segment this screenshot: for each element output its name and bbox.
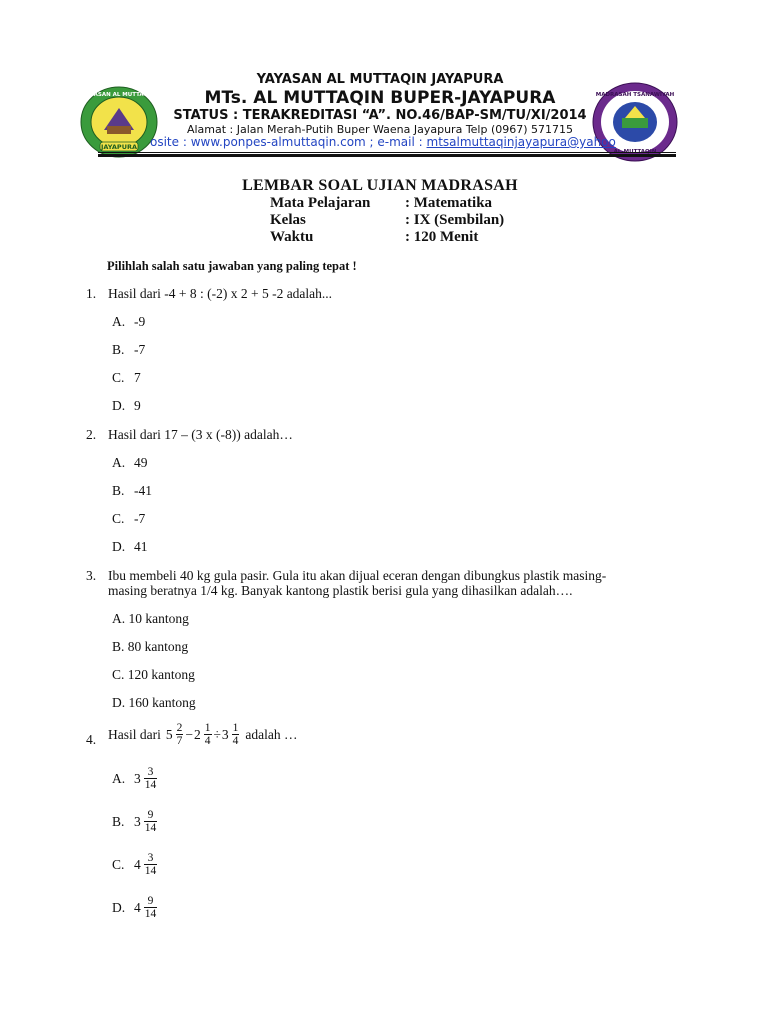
answer-option: A. 49 — [112, 455, 148, 470]
svg-text:MADRASAH TSANAWIYAH: MADRASAH TSANAWIYAH — [595, 92, 675, 98]
answer-option: B. -41 — [112, 483, 152, 498]
header-divider-thin — [98, 152, 676, 153]
answer-option: B. 80 kantong — [112, 639, 189, 654]
email-link[interactable]: mtsalmuttaqinjayapura@yahoo — [426, 135, 616, 149]
answer-option: B. 3 $\frac{9}{14}$ — [112, 809, 157, 834]
yayasan-logo — [80, 86, 158, 158]
answer-option: C. 120 kantong — [112, 667, 195, 682]
website-text: osite : www.ponpes-almuttaqin.com ; e-mail : — [150, 135, 427, 149]
meta-label-time: Waktu — [270, 229, 314, 245]
meta-value-time: : 120 Menit — [405, 229, 479, 245]
answer-option: D. 4 $\frac{9}{14}$ — [112, 895, 157, 920]
answer-option: C. 7 — [112, 370, 141, 385]
answer-option: D. 41 — [112, 539, 148, 554]
answer-option: B. -7 — [112, 342, 146, 357]
question-text-expression: Hasil dari 5 $\frac{2}{7}$ − 2 $\frac{1}{4}$ ÷ 3 $\frac{1}{4}$ adalah … — [108, 722, 298, 747]
meta-label-class: Kelas — [270, 212, 306, 228]
answer-option: A. 3 $\frac{3}{14}$ — [112, 766, 157, 791]
website-email-line — [150, 135, 616, 149]
mixed-fraction: 3 $\frac{1}{4}$ — [221, 722, 239, 747]
question-text: Hasil dari 17 – (3 x (-8)) adalah… — [108, 427, 293, 442]
answer-option: C. 4 $\frac{3}{14}$ — [112, 852, 157, 877]
question-number: 2. — [86, 427, 97, 442]
foundation-name: YAYASAN AL MUTTAQIN JAYAPURA — [256, 72, 504, 87]
school-name: MTs. AL MUTTAQIN BUPER-JAYAPURA — [204, 88, 556, 108]
svg-text:JAYAPURA: JAYAPURA — [100, 143, 138, 151]
meta-value-class: : IX (Sembilan) — [405, 212, 505, 228]
mixed-fraction: 2 $\frac{1}{4}$ — [194, 722, 211, 747]
header-divider-thick — [98, 154, 676, 157]
question-text-line1: Ibu membeli 40 kg gula pasir. Gula itu akan dijual eceran dengan dibungkus plastik masing- — [108, 568, 607, 583]
mixed-fraction: 5 $\frac{2}{7}$ — [165, 722, 183, 747]
question-number: 3. — [86, 568, 97, 583]
answer-option: D. 9 — [112, 398, 141, 413]
meta-label-subject: Mata Pelajaran — [270, 195, 371, 211]
answer-option: C. -7 — [112, 511, 146, 526]
meta-value-subject: : Matematika — [405, 195, 493, 211]
answer-option: A. -9 — [112, 314, 146, 329]
question-text-line2: masing beratnya 1/4 kg. Banyak kantong plastik berisi gula yang dihasilkan adalah…. — [108, 583, 573, 598]
answer-option: D. 160 kantong — [112, 695, 196, 710]
exam-title: LEMBAR SOAL UJIAN MADRASAH — [242, 177, 518, 194]
answer-option: A. 10 kantong — [112, 611, 189, 626]
school-address: Alamat : Jalan Merah-Putih Buper Waena Jayapura Telp (0967) 571715 — [186, 123, 574, 136]
question-text: Hasil dari -4 + 8 : (-2) x 2 + 5 -2 adalah... — [108, 286, 333, 301]
question-number: 1. — [86, 286, 97, 301]
instruction: Pilihlah salah satu jawaban yang paling tepat ! — [107, 259, 357, 273]
accreditation-status: STATUS : TERAKREDITASI “A”. NO.46/BAP-SM/TU/XI/2014 — [173, 108, 587, 123]
svg-text:YAYASAN AL MUTTAQIN: YAYASAN AL MUTTAQIN — [82, 92, 156, 98]
question-number: 4. — [86, 732, 97, 747]
